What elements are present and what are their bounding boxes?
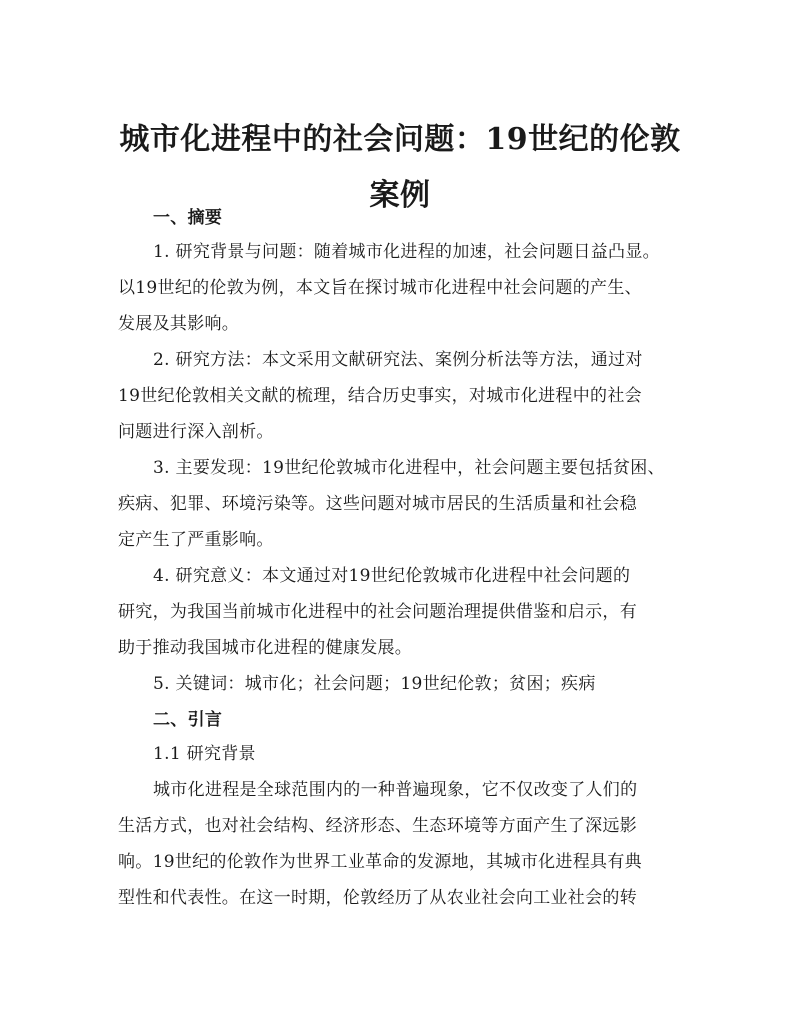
paragraph-line: 1. 研究背景与问题：随着城市化进程的加速，社会问题日益凸显。	[153, 242, 660, 262]
paragraph-line: 型性和代表性。在这一时期，伦敦经历了从农业社会向工业社会的转	[118, 888, 637, 908]
paragraph-line: 3. 主要发现：19世纪伦敦城市化进程中，社会问题主要包括贫困、	[153, 458, 665, 478]
paragraph-line: 响。19世纪的伦敦作为世界工业革命的发源地，其城市化进程具有典	[118, 852, 642, 872]
paragraph-line: 疾病、犯罪、环境污染等。这些问题对城市居民的生活质量和社会稳	[118, 494, 637, 514]
section-heading-introduction: 二、引言	[153, 710, 223, 730]
keywords-line: 5. 关键词：城市化；社会问题；19世纪伦敦；贫困；疾病	[153, 674, 596, 694]
paragraph-line: 4. 研究意义：本文通过对19世纪伦敦城市化进程中社会问题的	[153, 566, 631, 586]
paragraph-line: 研究，为我国当前城市化进程中的社会问题治理提供借鉴和启示，有	[118, 602, 637, 622]
paragraph-line: 19世纪伦敦相关文献的梳理，结合历史事实，对城市化进程中的社会	[118, 386, 642, 406]
paragraph-line: 定产生了严重影响。	[118, 530, 274, 550]
paragraph-line: 城市化进程是全球范围内的一种普遍现象，它不仅改变了人们的	[153, 780, 638, 800]
paragraph-line: 问题进行深入剖析。	[118, 422, 274, 442]
section-heading-abstract: 一、摘要	[153, 208, 223, 228]
paragraph-line: 助于推动我国城市化进程的健康发展。	[118, 638, 413, 658]
subsection-heading: 1.1 研究背景	[153, 744, 256, 764]
document-title: 城市化进程中的社会问题：19世纪的伦敦案例	[119, 122, 681, 214]
paragraph-line: 发展及其影响。	[118, 314, 240, 334]
paragraph-line: 生活方式，也对社会结构、经济形态、生态环境等方面产生了深远影	[118, 816, 637, 836]
paragraph-line: 2. 研究方法：本文采用文献研究法、案例分析法等方法，通过对	[153, 350, 643, 370]
paragraph-line: 以19世纪的伦敦为例，本文旨在探讨城市化进程中社会问题的产生、	[118, 278, 642, 298]
